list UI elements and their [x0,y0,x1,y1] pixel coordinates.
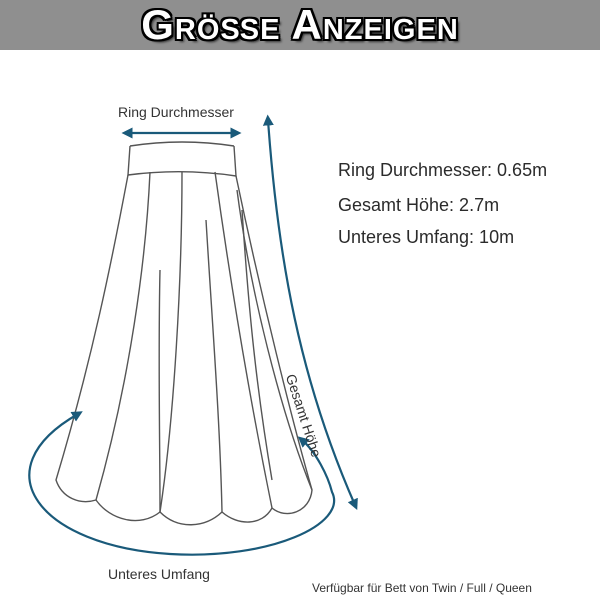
ring-diameter-label: Ring Durchmesser [118,104,234,120]
canopy-ring [128,142,236,176]
bottom-circumference-label: Unteres Umfang [108,566,210,582]
banner-title: Größe Anzeigen [141,1,459,48]
canopy-body [56,172,312,525]
total-height-label: Gesamt Höhe [282,372,325,460]
bottom-circumference-arrow [29,414,334,555]
spec-total-height: Gesamt Höhe: 2.7m [338,195,500,215]
availability-note: Verfügbar für Bett von Twin / Full / Queen [312,581,532,595]
spec-bottom-circumference: Unteres Umfang: 10m [338,227,515,247]
spec-ring-diameter: Ring Durchmesser: 0.65m [338,160,548,180]
